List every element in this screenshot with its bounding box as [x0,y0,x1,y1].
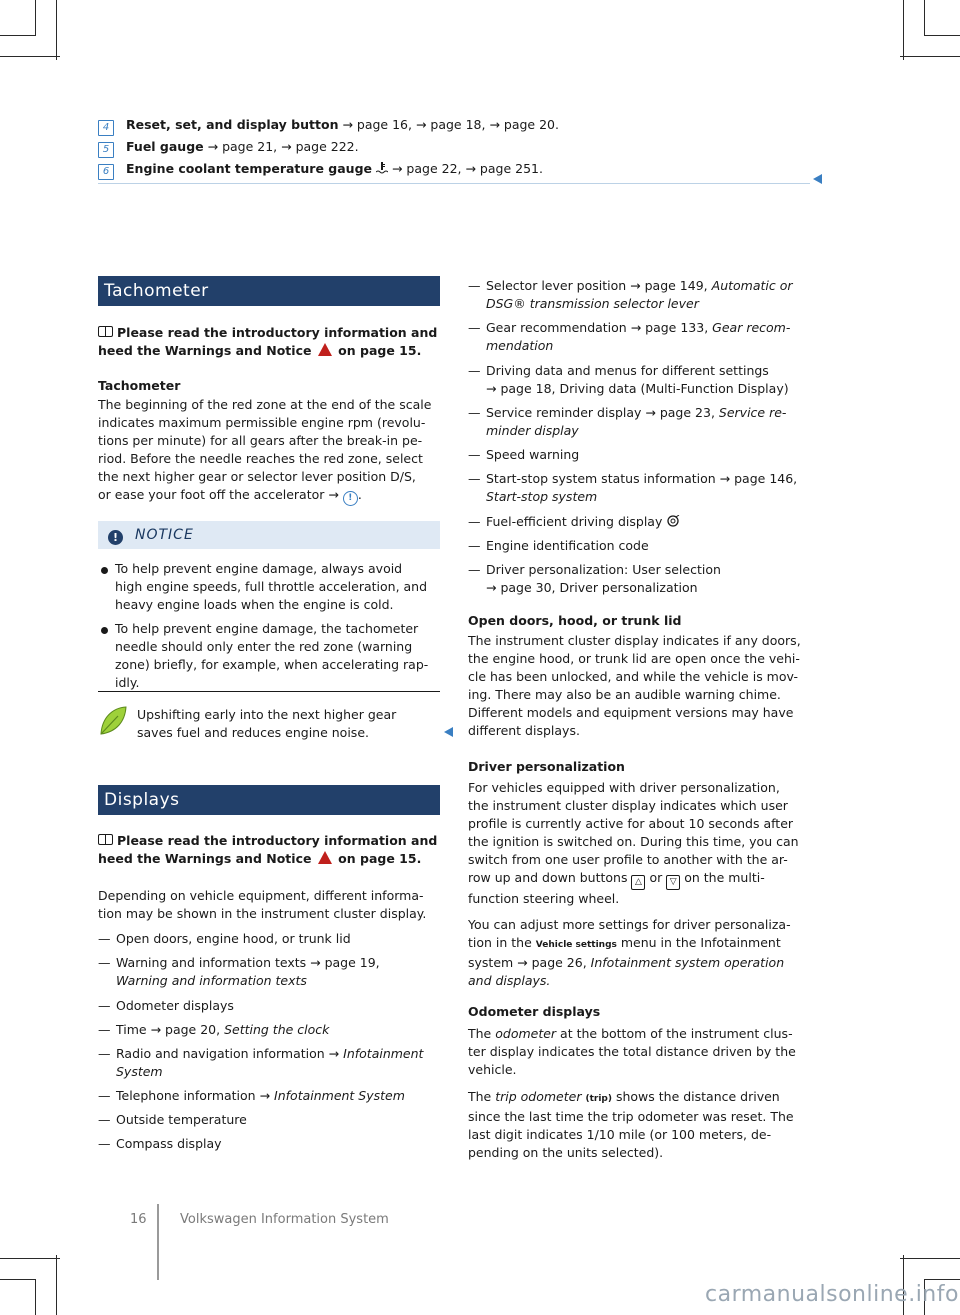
page-reference[interactable]: → page 21, → page 222. [207,139,359,154]
legend-item-4 [98,116,559,136]
odometer-body: The odometer at the bottom of the instrument clus- ter display indicates the total distance driven by the vehicle. [468,1026,796,1077]
page-reference[interactable]: → page 16, → page 18, → page 20. [342,117,559,132]
heading-open-doors: Open doors, hood, or trunk lid [468,613,682,628]
list-item: — Open doors, engine hood, or trunk lid [98,931,351,946]
displays-body: Depending on vehicle equipment, different informa- tion may be shown in the instrument cluster display. [98,888,427,921]
trip-odometer-body: The trip odometer (trip) shows the distance driven since the last time the trip odometer was reset. The last digit indicates 1/10 mile (or 100 meters, de- pending on the units selected). [468,1089,794,1160]
notice-bullet-2: To help prevent engine damage, the tachometer needle should only enter the red zone (warning zone) briefly, for example, when accelerating rap- idly. [115,621,429,690]
driver-personalization-body-2: You can adjust more settings for driver personaliza- tion in the Vehicle settings menu in the Infotainment system → page 26, Infotainment system operation and displays. [468,917,791,988]
arrow-down-key-icon: ▽ [666,875,680,890]
arrow-up-key-icon: △ [631,875,645,890]
notice-icon[interactable]: ! [343,491,358,506]
eco-leaf-icon [98,704,128,736]
page-number: 16 [130,1212,147,1227]
list-item: — Selector lever position → page 149, Automatic or DSG® transmission selector lever [468,278,793,311]
crop-mark [56,1255,57,1315]
intro-notice: Please read the introductory information and heed the Warnings and Notice on page 15. [98,833,438,866]
open-doors-body: The instrument cluster display indicates if any doors, the engine hood, or trunk lid are open once the vehi- cle has been unlocked, and while the vehicle is mov- ing. There may also be an audible warning chime. Different models and equipment versions may have different displays. [468,633,801,738]
watermark: carmanualsonline.info [705,1282,959,1307]
crop-mark [0,1279,36,1280]
legend-item-6 [98,160,543,180]
warning-icon [318,343,332,356]
legend-label: Fuel gauge [126,139,204,154]
list-item: — Speed warning [468,447,580,462]
section-heading-displays: Displays [98,785,440,815]
crop-mark [924,1279,960,1280]
list-item: — Radio and navigation information → Infotainment System [98,1046,424,1079]
crop-mark [35,0,36,36]
book-icon [98,326,113,337]
notice-icon: ! [108,530,123,545]
legend-label: Engine coolant temperature gauge [126,161,373,176]
crop-mark [924,35,960,36]
list-item: — Driving data and menus for different settings → page 18, Driving data (Multi-Function Display) [468,363,789,396]
legend-label: Reset, set, and display button [126,117,339,132]
callout-number: 5 [98,142,114,158]
coolant-temperature-icon [376,162,388,174]
crop-mark [924,0,925,36]
warning-icon [318,851,332,864]
section-heading-tachometer: Tachometer [98,276,440,306]
list-item: — Start-stop system status information → page 146, Start-stop system [468,471,798,504]
section-end-rule [98,183,810,184]
list-item: — Odometer displays [98,998,234,1013]
callout-number: 6 [98,164,114,180]
section-end-arrow-icon [444,727,453,737]
trip-key: (trip) [585,1094,612,1104]
page-reference[interactable]: → page 22, → page 251. [391,161,543,176]
menu-name: Vehicle settings [535,940,617,950]
notice-bullet-1: To help prevent engine damage, always avoid high engine speeds, full throttle acceleration, and heavy engine loads when the engine is cold. [115,561,428,612]
tachometer-body: The beginning of the red zone at the end of the scale indicates maximum permissible engine rpm (revolu- tions per minute) for all gears after the break-in pe- riod. Before the needle reaches the red zone, select the next higher gear or selector lever position D/S, or ease your foot off the accelerator → ! . [98,396,448,506]
list-item: — Time → page 20, Setting the clock [98,1022,330,1037]
list-item: — Warning and information texts → page 19, Warning and information texts [98,955,380,988]
list-item: — Fuel-efficient driving display [468,513,818,531]
notice-bottom-rule [98,691,440,692]
footer-title: Volkswagen Information System [180,1212,389,1227]
crop-mark [900,56,960,57]
list-item: — Service reminder display → page 23, Service re- minder display [468,405,787,438]
heading-driver-personalization: Driver personalization [468,759,625,774]
crop-mark [0,56,60,57]
crop-mark [35,1279,36,1315]
list-item: — Driver personalization: User selection → page 30, Driver personalization [468,562,721,595]
callout-number: 4 [98,120,114,136]
list-item: — Compass display [98,1136,222,1151]
section-end-arrow-icon [813,174,822,184]
list-item: — Engine identification code [468,538,649,553]
crop-mark [0,35,36,36]
book-icon [98,834,113,845]
eco-tip: Upshifting early into the next higher gear saves fuel and reduces engine noise. [137,707,397,740]
intro-page-ref[interactable]: on page 15. [338,343,422,358]
driver-personalization-body: For vehicles equipped with driver personalization, the instrument cluster display indicates which user profile is currently active for about 10 seconds after the ignition is switched on. During this time, you can switch from one user profile to another with the ar- row up and down buttons △ or ▽ on the multi- function steering wheel. [468,780,799,906]
list-item: — Gear recommendation → page 133, Gear recom- mendation [468,320,791,353]
intro-notice: Please read the introductory information and heed the Warnings and Notice on page 15. [98,325,438,358]
crop-mark [56,0,57,60]
intro-page-ref[interactable]: on page 15. [338,851,422,866]
heading-odometer: Odometer displays [468,1004,601,1019]
list-item: — Telephone information → Infotainment System [98,1088,405,1103]
legend-item-5 [98,138,359,158]
crop-mark [900,1258,960,1259]
footer-divider [157,1204,159,1280]
bullet-icon [101,567,108,574]
eco-icon [666,515,680,527]
bullet-icon [101,627,108,634]
crop-mark [903,0,904,60]
crop-mark [0,1258,60,1259]
list-item: — Outside temperature [98,1112,247,1127]
subheading-tachometer: Tachometer [98,378,181,393]
notice-bar: ! NOTICE [98,521,440,549]
